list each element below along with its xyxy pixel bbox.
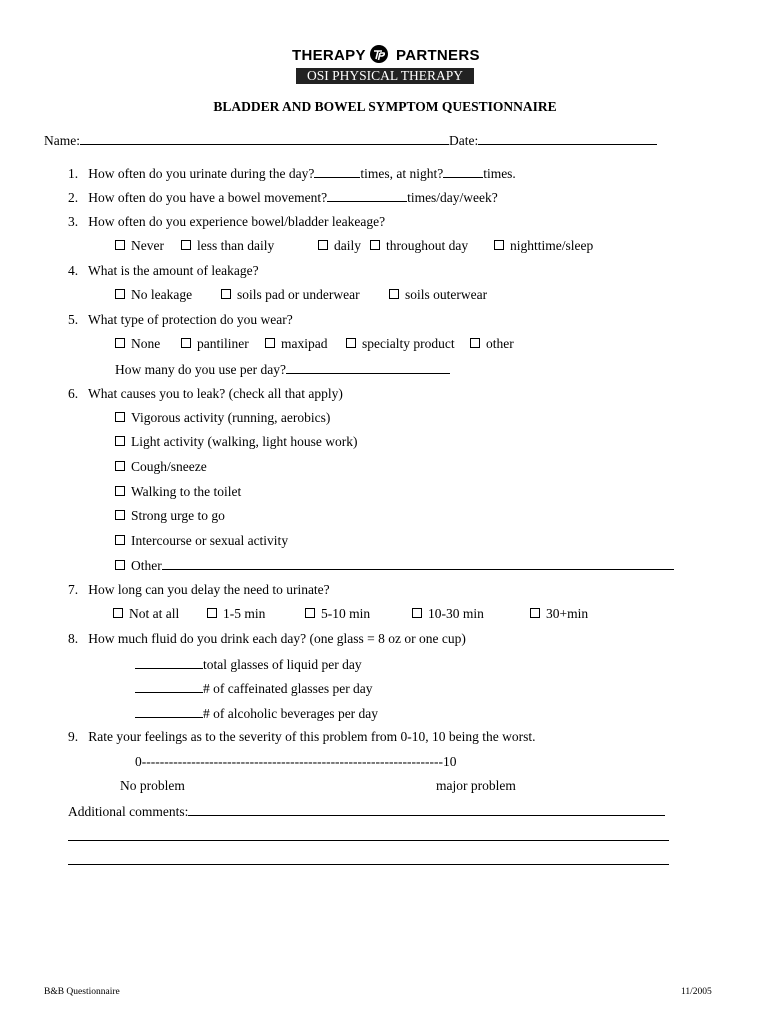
checkbox[interactable] xyxy=(207,608,217,618)
option-nighttime-sleep[interactable]: nighttime/sleep xyxy=(494,238,593,254)
day-times-field[interactable] xyxy=(314,165,360,178)
checkbox[interactable] xyxy=(318,240,328,250)
footer-date: 11/2005 xyxy=(681,987,712,997)
question-8 xyxy=(68,631,466,647)
option-maxipad[interactable]: maxipad xyxy=(265,336,328,352)
question-number: 7. xyxy=(68,582,79,597)
checkbox[interactable] xyxy=(265,338,275,348)
question-1 xyxy=(68,165,516,182)
question-number: 9. xyxy=(68,729,79,744)
option-cough-sneeze[interactable]: Cough/sneeze xyxy=(115,459,207,475)
question-number: 2. xyxy=(68,190,79,205)
question-number: 8. xyxy=(68,631,79,646)
option-never[interactable]: Never xyxy=(115,238,164,254)
question-number: 1. xyxy=(68,166,79,181)
option-specialty-product[interactable]: specialty product xyxy=(346,336,455,352)
logo-left-word: THERAPY xyxy=(292,47,366,64)
option-30-plus-min[interactable]: 30+min xyxy=(530,606,588,622)
question-text: times/day/week? xyxy=(407,190,498,205)
checkbox[interactable] xyxy=(115,486,125,496)
logo xyxy=(0,44,770,66)
question-text: What is the amount of leakage? xyxy=(88,263,259,278)
checkbox[interactable] xyxy=(115,510,125,520)
question-6 xyxy=(68,386,343,402)
option-strong-urge[interactable]: Strong urge to go xyxy=(115,508,225,524)
usage-per-day-row xyxy=(115,361,450,378)
caffeinated-glasses-row: # of caffeinated glasses per day xyxy=(135,680,373,697)
question-number: 5. xyxy=(68,312,79,327)
total-glasses-field[interactable] xyxy=(135,656,203,669)
question-9 xyxy=(68,729,536,745)
therapy-partners-logo-icon xyxy=(369,44,389,64)
date-field[interactable] xyxy=(478,132,657,145)
comments-field-2[interactable] xyxy=(68,840,669,841)
checkbox[interactable] xyxy=(115,412,125,422)
question-7 xyxy=(68,582,330,598)
name-field[interactable] xyxy=(80,132,449,145)
checkbox[interactable] xyxy=(346,338,356,348)
checkbox[interactable] xyxy=(115,436,125,446)
question-number: 6. xyxy=(68,386,79,401)
question-text: How much fluid do you drink each day? (one glass = 8 oz or one cup) xyxy=(88,631,466,646)
option-other-cause[interactable]: Other xyxy=(115,557,674,574)
checkbox[interactable] xyxy=(181,338,191,348)
checkbox[interactable] xyxy=(115,560,125,570)
question-text: Rate your feelings as to the severity of this problem from 0-10, 10 being the worst. xyxy=(88,729,536,744)
question-text: How often do you experience bowel/bladder leakeage? xyxy=(88,214,386,229)
option-10-30-min[interactable]: 10-30 min xyxy=(412,606,484,622)
question-2 xyxy=(68,189,498,206)
option-daily[interactable]: daily xyxy=(318,238,361,254)
option-no-leakage[interactable]: No leakage xyxy=(115,287,192,303)
logo-right-word: PARTNERS xyxy=(396,47,480,64)
comments-field-1[interactable] xyxy=(188,803,665,816)
scale-low-label: No problem xyxy=(120,778,185,793)
checkbox[interactable] xyxy=(113,608,123,618)
other-cause-field[interactable] xyxy=(162,557,674,570)
question-4 xyxy=(68,263,259,279)
comments-row xyxy=(68,803,665,820)
usage-per-day-field[interactable] xyxy=(286,361,450,374)
question-text: times. xyxy=(483,166,516,181)
question-text: How long can you delay the need to urinate? xyxy=(88,582,330,597)
question-3 xyxy=(68,214,385,230)
checkbox[interactable] xyxy=(221,289,231,299)
option-throughout-day[interactable]: throughout day xyxy=(370,238,468,254)
checkbox[interactable] xyxy=(115,461,125,471)
option-intercourse[interactable]: Intercourse or sexual activity xyxy=(115,533,288,549)
comments-field-3[interactable] xyxy=(68,864,669,865)
option-soils-outerwear[interactable]: soils outerwear xyxy=(389,287,487,303)
option-1-5-min[interactable]: 1-5 min xyxy=(207,606,265,622)
question-text: How many do you use per day? xyxy=(115,362,286,377)
severity-scale[interactable]: 0-------------------------------------------------------------------10 xyxy=(135,754,457,769)
option-light-activity[interactable]: Light activity (walking, light house work) xyxy=(115,434,357,450)
scale-high-label: major problem xyxy=(436,778,516,793)
question-text: How often do you urinate during the day? xyxy=(88,166,315,181)
checkbox[interactable] xyxy=(470,338,480,348)
option-none[interactable]: None xyxy=(115,336,160,352)
night-times-field[interactable] xyxy=(443,165,483,178)
checkbox[interactable] xyxy=(389,289,399,299)
alcoholic-beverages-row: # of alcoholic beverages per day xyxy=(135,705,378,722)
option-pantiliner[interactable]: pantiliner xyxy=(181,336,249,352)
caffeinated-glasses-field[interactable] xyxy=(135,680,203,693)
date-label: Date: xyxy=(449,133,479,148)
checkbox[interactable] xyxy=(370,240,380,250)
option-not-at-all[interactable]: Not at all xyxy=(113,606,179,622)
total-glasses-row: total glasses of liquid per day xyxy=(135,656,362,673)
question-5 xyxy=(68,312,293,328)
question-text: times, at night? xyxy=(360,166,444,181)
option-5-10-min[interactable]: 5-10 min xyxy=(305,606,370,622)
checkbox[interactable] xyxy=(412,608,422,618)
option-soils-pad[interactable]: soils pad or underwear xyxy=(221,287,360,303)
footer-form-name: B&B Questionnaire xyxy=(44,987,120,997)
question-text: What type of protection do you wear? xyxy=(88,312,293,327)
comments-label: Additional comments: xyxy=(68,804,189,819)
question-text: What causes you to leak? (check all that apply) xyxy=(88,386,343,401)
page-title: BLADDER AND BOWEL SYMPTOM QUESTIONNAIRE xyxy=(213,99,557,114)
checkbox[interactable] xyxy=(181,240,191,250)
question-number: 4. xyxy=(68,263,79,278)
checkbox[interactable] xyxy=(494,240,504,250)
option-walking-to-toilet[interactable]: Walking to the toilet xyxy=(115,484,241,500)
checkbox[interactable] xyxy=(115,338,125,348)
option-vigorous-activity[interactable]: Vigorous activity (running, aerobics) xyxy=(115,410,330,426)
checkbox[interactable] xyxy=(115,535,125,545)
alcoholic-beverages-field[interactable] xyxy=(135,705,203,718)
logo-subtitle: OSI PHYSICAL THERAPY xyxy=(296,68,474,84)
checkbox[interactable] xyxy=(530,608,540,618)
name-field-row xyxy=(44,132,657,149)
bowel-frequency-field[interactable] xyxy=(327,189,407,202)
option-less-than-daily[interactable]: less than daily xyxy=(181,238,274,254)
checkbox[interactable] xyxy=(115,289,125,299)
question-number: 3. xyxy=(68,214,79,229)
checkbox[interactable] xyxy=(305,608,315,618)
question-text: How often do you have a bowel movement? xyxy=(88,190,328,205)
option-other[interactable]: other xyxy=(470,336,514,352)
name-label: Name: xyxy=(44,133,80,148)
checkbox[interactable] xyxy=(115,240,125,250)
